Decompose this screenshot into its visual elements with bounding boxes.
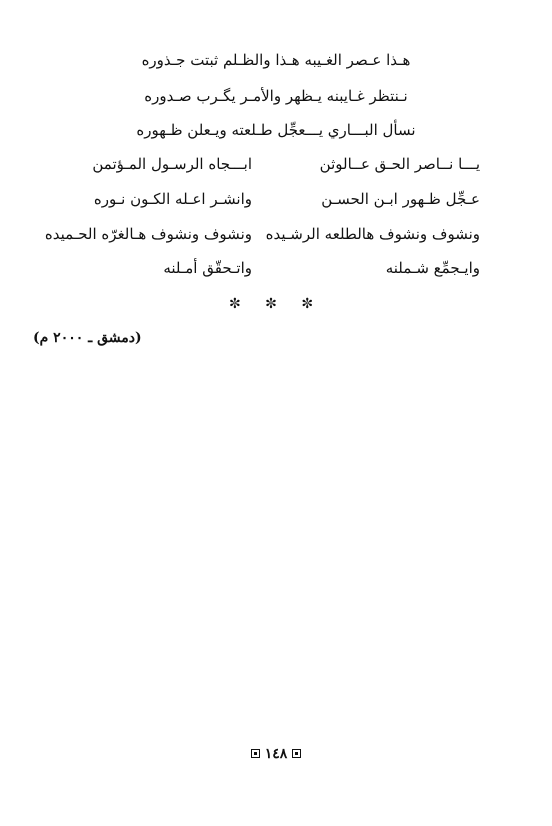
couplet-2-right: عـجِّل ظـهور ابـن الحسـن bbox=[321, 190, 480, 208]
section-separator: ✼ ✼ ✼ bbox=[228, 296, 324, 312]
couplet-3-left: ونشوف ونشوف هـالغرّه الحـميده bbox=[44, 225, 252, 243]
square-ornament-icon bbox=[251, 749, 260, 758]
couplet-1-right: يـــا نــاصر الحـق عــالوثن bbox=[319, 155, 480, 173]
couplet-1-left: ابـــجاه الرسـول المـؤتمن bbox=[92, 155, 252, 173]
poem-line-2: نـنتظر غـايبنه يـظهر والأمـر يگـرب صـدوره bbox=[144, 87, 408, 105]
page-number-footer bbox=[0, 746, 552, 762]
place-date-note: (دمشق ـ ٢٠٠٠ م) bbox=[33, 330, 142, 346]
couplet-4-right: وايـجمِّع شـملنه bbox=[385, 259, 480, 277]
couplet-3-right: ونشوف ونشوف هالطلعه الرشـيده bbox=[265, 225, 480, 243]
couplet-4-left: واتـحقّق أمـلنه bbox=[163, 259, 252, 277]
page-number: ١٤٨ bbox=[264, 746, 288, 762]
poem-line-3: نسأل البـــاري يـــعجِّل طـلعته ويـعلن ظـهوره bbox=[136, 121, 416, 139]
couplet-2-left: وانشـر اعـله الكـون نـوره bbox=[93, 190, 252, 208]
poem-line-1: هـذا عـصر الغـيبه هـذا والظـلم ثبتت جـذوره bbox=[141, 51, 411, 69]
square-ornament-icon bbox=[292, 749, 301, 758]
